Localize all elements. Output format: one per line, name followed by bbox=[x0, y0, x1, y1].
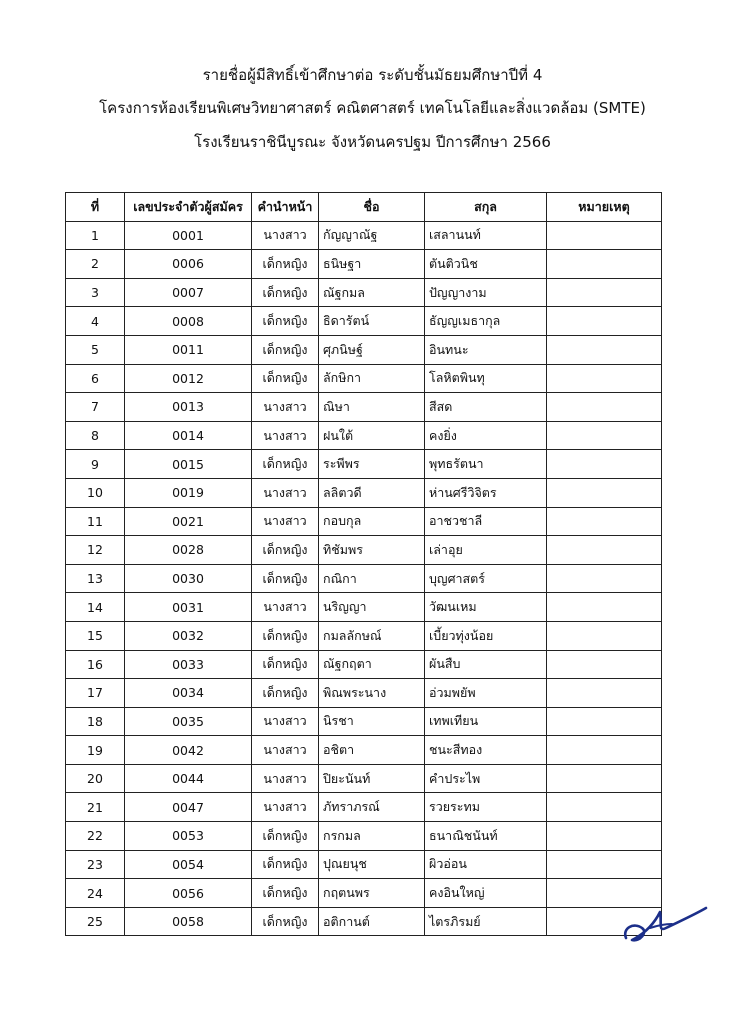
cell-number: 14 bbox=[66, 593, 125, 622]
cell-applicant-id: 0013 bbox=[125, 393, 252, 422]
table-row bbox=[66, 250, 662, 279]
cell-remarks bbox=[547, 621, 662, 650]
cell-first-name: ลักษิกา bbox=[319, 364, 425, 393]
cell-first-name: พิณพระนาง bbox=[319, 679, 425, 708]
cell-first-name: ภัทราภรณ์ bbox=[319, 793, 425, 822]
cell-first-name: อชิตา bbox=[319, 736, 425, 765]
table-row bbox=[66, 507, 662, 536]
cell-number: 15 bbox=[66, 621, 125, 650]
cell-applicant-id: 0031 bbox=[125, 593, 252, 622]
handwritten-signature-icon bbox=[620, 898, 710, 946]
cell-last-name: คงยิ่ง bbox=[425, 421, 547, 450]
cell-first-name: นิรชา bbox=[319, 707, 425, 736]
cell-last-name: วัฒนเหม bbox=[425, 593, 547, 622]
cell-remarks bbox=[547, 307, 662, 336]
cell-number: 2 bbox=[66, 250, 125, 279]
table-row bbox=[66, 764, 662, 793]
cell-applicant-id: 0054 bbox=[125, 850, 252, 879]
cell-title: เด็กหญิง bbox=[252, 850, 319, 879]
cell-number: 11 bbox=[66, 507, 125, 536]
cell-last-name: ไตรภิรมย์ bbox=[425, 907, 547, 936]
cell-first-name: ณิษา bbox=[319, 393, 425, 422]
cell-number: 20 bbox=[66, 764, 125, 793]
cell-title: เด็กหญิง bbox=[252, 679, 319, 708]
cell-number: 25 bbox=[66, 907, 125, 936]
cell-remarks bbox=[547, 250, 662, 279]
cell-title: นางสาว bbox=[252, 478, 319, 507]
cell-title: เด็กหญิง bbox=[252, 536, 319, 565]
cell-title: เด็กหญิง bbox=[252, 621, 319, 650]
cell-remarks bbox=[547, 850, 662, 879]
cell-first-name: อติกานต์ bbox=[319, 907, 425, 936]
cell-applicant-id: 0047 bbox=[125, 793, 252, 822]
cell-title: นางสาว bbox=[252, 221, 319, 250]
column-header-first-name: ชื่อ bbox=[319, 193, 425, 222]
cell-last-name: อินทนะ bbox=[425, 335, 547, 364]
cell-last-name: รวยระทม bbox=[425, 793, 547, 822]
cell-title: นางสาว bbox=[252, 593, 319, 622]
cell-title: นางสาว bbox=[252, 421, 319, 450]
cell-first-name: ธนิษฐา bbox=[319, 250, 425, 279]
cell-applicant-id: 0021 bbox=[125, 507, 252, 536]
table-row bbox=[66, 679, 662, 708]
cell-title: นางสาว bbox=[252, 393, 319, 422]
cell-applicant-id: 0042 bbox=[125, 736, 252, 765]
cell-first-name: ฝนใต้ bbox=[319, 421, 425, 450]
cell-number: 9 bbox=[66, 450, 125, 479]
cell-remarks bbox=[547, 707, 662, 736]
cell-title: เด็กหญิง bbox=[252, 307, 319, 336]
cell-last-name: เสลานนท์ bbox=[425, 221, 547, 250]
cell-last-name: ชนะสีทอง bbox=[425, 736, 547, 765]
cell-first-name: ปุณยนุช bbox=[319, 850, 425, 879]
cell-last-name: ตันติวนิช bbox=[425, 250, 547, 279]
cell-last-name: ธนาณิชนันท์ bbox=[425, 822, 547, 851]
cell-applicant-id: 0019 bbox=[125, 478, 252, 507]
cell-remarks bbox=[547, 822, 662, 851]
table-row bbox=[66, 621, 662, 650]
column-header-number: ที่ bbox=[66, 193, 125, 222]
cell-title: นางสาว bbox=[252, 707, 319, 736]
cell-first-name: ระพีพร bbox=[319, 450, 425, 479]
table-row bbox=[66, 650, 662, 679]
cell-remarks bbox=[547, 593, 662, 622]
cell-applicant-id: 0011 bbox=[125, 335, 252, 364]
cell-applicant-id: 0033 bbox=[125, 650, 252, 679]
table-row bbox=[66, 736, 662, 765]
cell-applicant-id: 0030 bbox=[125, 564, 252, 593]
applicant-table bbox=[65, 192, 662, 936]
cell-last-name: เบี้ยวทุ่งน้อย bbox=[425, 621, 547, 650]
cell-first-name: กัญญาณัฐ bbox=[319, 221, 425, 250]
cell-number: 5 bbox=[66, 335, 125, 364]
cell-last-name: เทพเทียน bbox=[425, 707, 547, 736]
cell-title: เด็กหญิง bbox=[252, 450, 319, 479]
column-header-remarks: หมายเหตุ bbox=[547, 193, 662, 222]
cell-title: เด็กหญิง bbox=[252, 278, 319, 307]
cell-remarks bbox=[547, 450, 662, 479]
cell-remarks bbox=[547, 507, 662, 536]
table-row bbox=[66, 850, 662, 879]
cell-applicant-id: 0007 bbox=[125, 278, 252, 307]
cell-last-name: พุทธรัตนา bbox=[425, 450, 547, 479]
cell-remarks bbox=[547, 679, 662, 708]
cell-first-name: นริญญา bbox=[319, 593, 425, 622]
cell-applicant-id: 0053 bbox=[125, 822, 252, 851]
cell-number: 10 bbox=[66, 478, 125, 507]
table-row bbox=[66, 793, 662, 822]
table-row bbox=[66, 564, 662, 593]
table-row bbox=[66, 393, 662, 422]
cell-title: นางสาว bbox=[252, 793, 319, 822]
program-title: โครงการห้องเรียนพิเศษวิทยาศาสตร์ คณิตศาสตร์ เทคโนโลยีและสิ่งแวดล้อม (SMTE) bbox=[99, 99, 646, 117]
cell-last-name: ผันสืบ bbox=[425, 650, 547, 679]
cell-first-name: ลลิตวดี bbox=[319, 478, 425, 507]
cell-first-name: ศุภนิษฐ์ bbox=[319, 335, 425, 364]
cell-applicant-id: 0012 bbox=[125, 364, 252, 393]
cell-remarks bbox=[547, 536, 662, 565]
cell-first-name: ทิชัมพร bbox=[319, 536, 425, 565]
table-header-row bbox=[66, 193, 662, 222]
cell-remarks bbox=[547, 564, 662, 593]
cell-applicant-id: 0006 bbox=[125, 250, 252, 279]
cell-remarks bbox=[547, 221, 662, 250]
cell-remarks bbox=[547, 421, 662, 450]
cell-remarks bbox=[547, 278, 662, 307]
cell-last-name: บุญศาสตร์ bbox=[425, 564, 547, 593]
cell-remarks bbox=[547, 736, 662, 765]
cell-remarks bbox=[547, 335, 662, 364]
table-row bbox=[66, 335, 662, 364]
cell-remarks bbox=[547, 764, 662, 793]
table-row bbox=[66, 450, 662, 479]
cell-remarks bbox=[547, 793, 662, 822]
cell-applicant-id: 0015 bbox=[125, 450, 252, 479]
cell-applicant-id: 0001 bbox=[125, 221, 252, 250]
cell-first-name: กฤตนพร bbox=[319, 879, 425, 908]
column-header-title: คำนำหน้า bbox=[252, 193, 319, 222]
cell-last-name: ธัญญเมธากุล bbox=[425, 307, 547, 336]
document-title: รายชื่อผู้มีสิทธิ์เข้าศึกษาต่อ ระดับชั้นมัธยมศึกษาปีที่ 4 bbox=[202, 66, 543, 84]
cell-title: เด็กหญิง bbox=[252, 564, 319, 593]
cell-last-name: เล่าอุย bbox=[425, 536, 547, 565]
cell-first-name: กมลลักษณ์ bbox=[319, 621, 425, 650]
school-year-line: โรงเรียนราชินีบูรณะ จังหวัดนครปฐม ปีการศึกษา 2566 bbox=[194, 133, 551, 151]
cell-title: เด็กหญิง bbox=[252, 650, 319, 679]
cell-number: 12 bbox=[66, 536, 125, 565]
cell-applicant-id: 0035 bbox=[125, 707, 252, 736]
table-row bbox=[66, 879, 662, 908]
cell-number: 3 bbox=[66, 278, 125, 307]
cell-applicant-id: 0044 bbox=[125, 764, 252, 793]
cell-number: 4 bbox=[66, 307, 125, 336]
cell-applicant-id: 0014 bbox=[125, 421, 252, 450]
cell-number: 17 bbox=[66, 679, 125, 708]
cell-title: เด็กหญิง bbox=[252, 822, 319, 851]
cell-last-name: อ่วมพยัพ bbox=[425, 679, 547, 708]
cell-applicant-id: 0034 bbox=[125, 679, 252, 708]
cell-last-name: โลหิตพินทุ bbox=[425, 364, 547, 393]
cell-number: 22 bbox=[66, 822, 125, 851]
cell-number: 7 bbox=[66, 393, 125, 422]
table-row bbox=[66, 478, 662, 507]
cell-number: 23 bbox=[66, 850, 125, 879]
cell-last-name: อาชวชาลี bbox=[425, 507, 547, 536]
cell-remarks bbox=[547, 650, 662, 679]
cell-number: 13 bbox=[66, 564, 125, 593]
cell-number: 6 bbox=[66, 364, 125, 393]
cell-last-name: สีสด bbox=[425, 393, 547, 422]
cell-applicant-id: 0028 bbox=[125, 536, 252, 565]
table-row bbox=[66, 221, 662, 250]
cell-number: 24 bbox=[66, 879, 125, 908]
cell-applicant-id: 0008 bbox=[125, 307, 252, 336]
table-row bbox=[66, 536, 662, 565]
table-row bbox=[66, 822, 662, 851]
cell-applicant-id: 0032 bbox=[125, 621, 252, 650]
cell-applicant-id: 0056 bbox=[125, 879, 252, 908]
column-header-applicant-id: เลขประจำตัวผู้สมัคร bbox=[125, 193, 252, 222]
cell-number: 19 bbox=[66, 736, 125, 765]
cell-first-name: ณัฐกมล bbox=[319, 278, 425, 307]
cell-first-name: ปิยะนันท์ bbox=[319, 764, 425, 793]
cell-first-name: กอบกุล bbox=[319, 507, 425, 536]
cell-title: นางสาว bbox=[252, 764, 319, 793]
cell-remarks bbox=[547, 393, 662, 422]
cell-last-name: คำประไพ bbox=[425, 764, 547, 793]
table-row bbox=[66, 307, 662, 336]
cell-title: เด็กหญิง bbox=[252, 879, 319, 908]
cell-first-name: ธิดารัตน์ bbox=[319, 307, 425, 336]
cell-title: นางสาว bbox=[252, 736, 319, 765]
cell-last-name: ผิวอ่อน bbox=[425, 850, 547, 879]
cell-applicant-id: 0058 bbox=[125, 907, 252, 936]
table-row bbox=[66, 907, 662, 936]
table-row bbox=[66, 707, 662, 736]
cell-title: เด็กหญิง bbox=[252, 907, 319, 936]
cell-number: 1 bbox=[66, 221, 125, 250]
cell-last-name: คงอินใหญ่ bbox=[425, 879, 547, 908]
cell-first-name: กณิกา bbox=[319, 564, 425, 593]
cell-number: 16 bbox=[66, 650, 125, 679]
cell-first-name: กรกมล bbox=[319, 822, 425, 851]
cell-first-name: ณัฐกฤตา bbox=[319, 650, 425, 679]
table-row bbox=[66, 278, 662, 307]
cell-number: 8 bbox=[66, 421, 125, 450]
cell-title: เด็กหญิง bbox=[252, 364, 319, 393]
table-row bbox=[66, 421, 662, 450]
table-row bbox=[66, 593, 662, 622]
cell-title: เด็กหญิง bbox=[252, 250, 319, 279]
cell-last-name: ปัญญางาม bbox=[425, 278, 547, 307]
cell-remarks bbox=[547, 364, 662, 393]
cell-title: นางสาว bbox=[252, 507, 319, 536]
column-header-last-name: สกุล bbox=[425, 193, 547, 222]
cell-number: 21 bbox=[66, 793, 125, 822]
cell-remarks bbox=[547, 478, 662, 507]
table-row bbox=[66, 364, 662, 393]
cell-number: 18 bbox=[66, 707, 125, 736]
cell-last-name: ห่านศรีวิจิตร bbox=[425, 478, 547, 507]
cell-title: เด็กหญิง bbox=[252, 335, 319, 364]
